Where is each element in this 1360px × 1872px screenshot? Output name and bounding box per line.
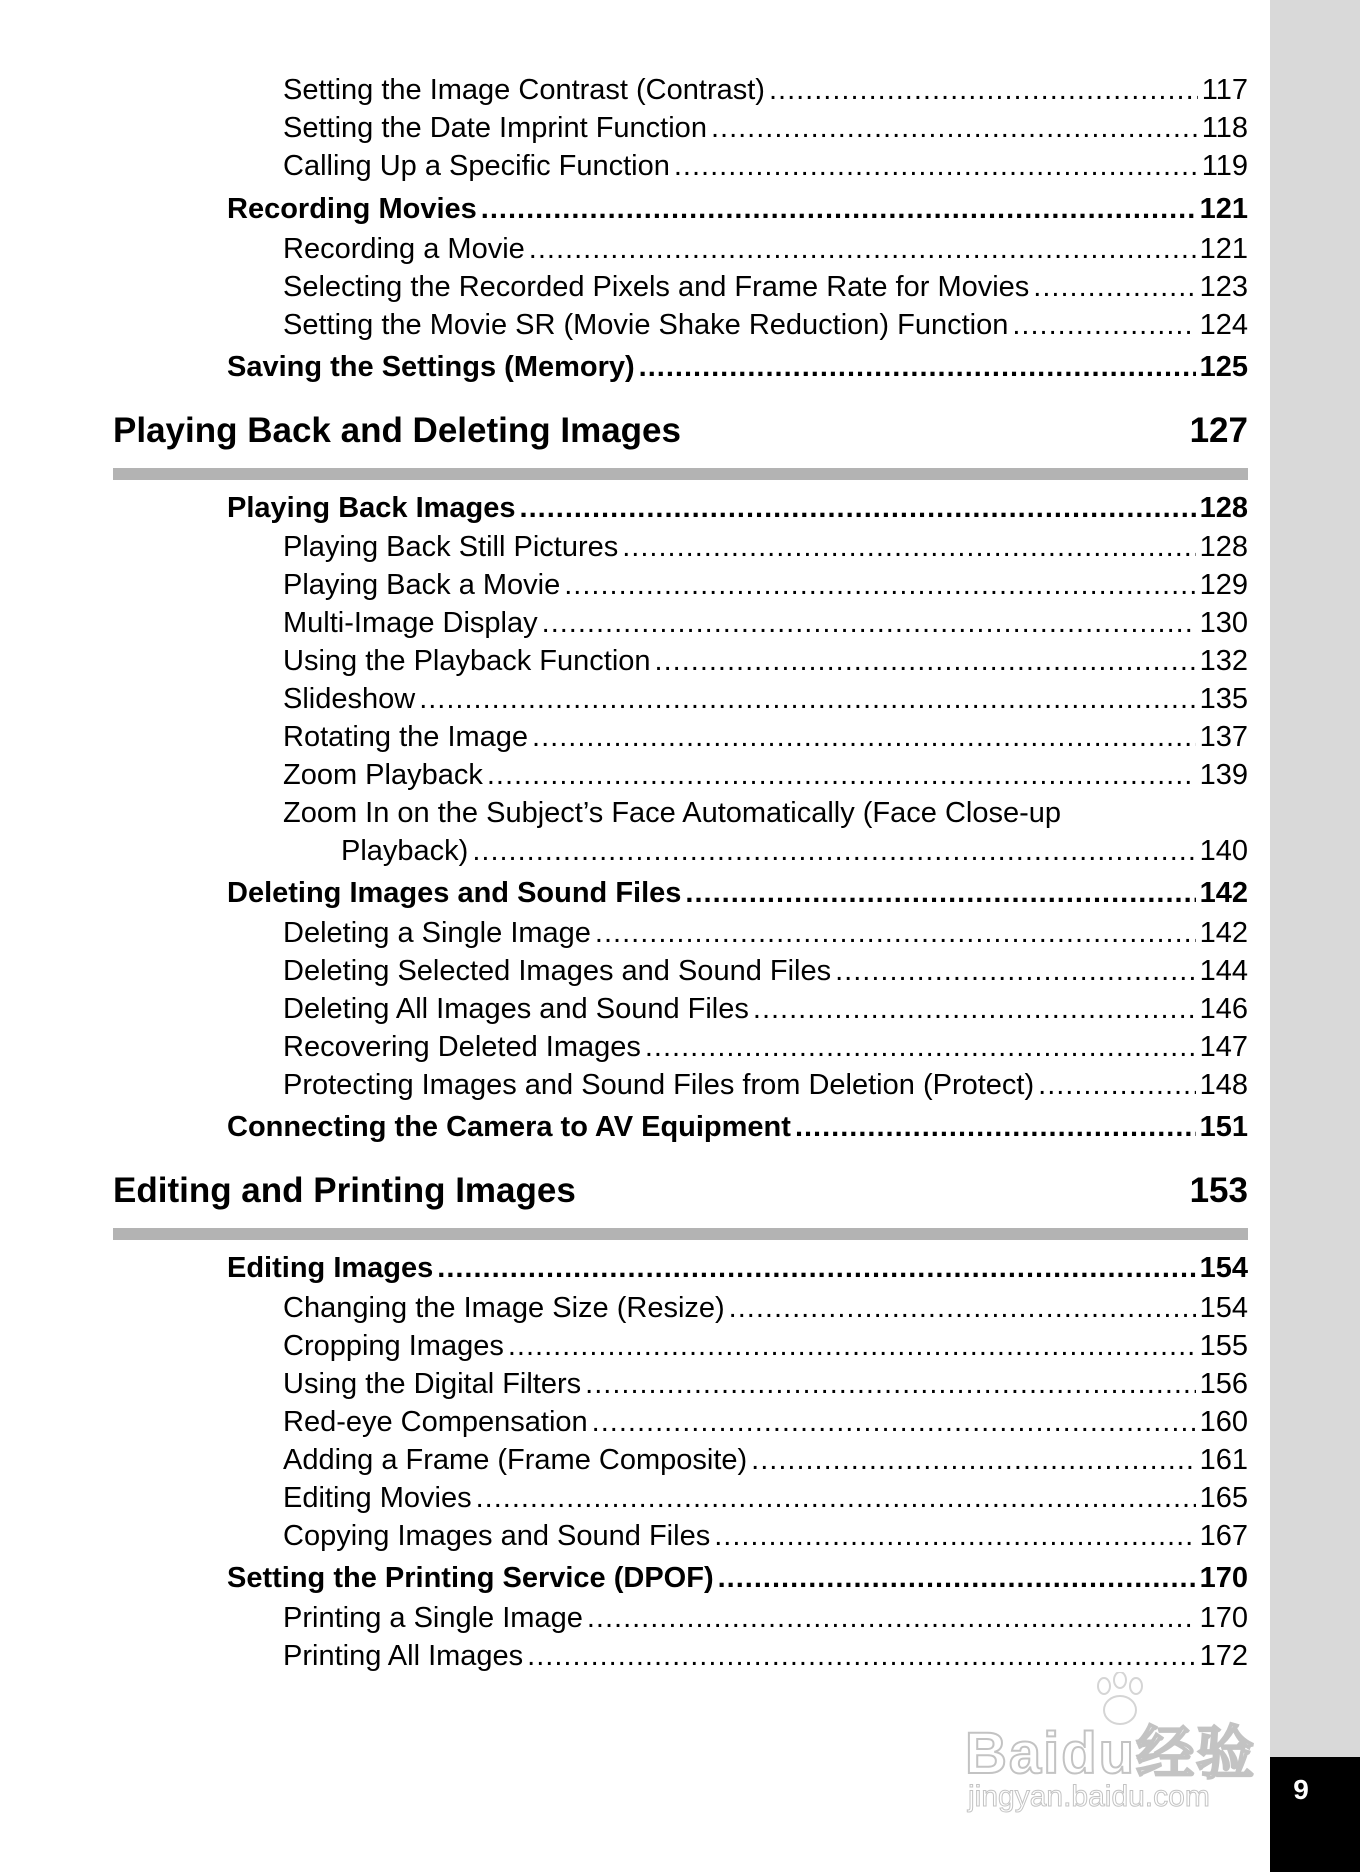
toc-entry[interactable]: Editing Movies ..... 165 [0, 1479, 1248, 1517]
toc-entry[interactable]: Deleting All Images and Sound Files ..... 146 [0, 990, 1248, 1028]
section-page: 153 [1189, 1171, 1248, 1210]
toc-entry[interactable]: Adding a Frame (Frame Composite) ..... 161 [0, 1441, 1248, 1479]
page-edge-tab-strip [1270, 0, 1360, 1872]
toc-entry[interactable]: Copying Images and Sound Files ..... 167 [0, 1517, 1248, 1555]
toc-entry[interactable]: Recovering Deleted Images ..... 147 [0, 1028, 1248, 1066]
toc-heading-entry[interactable]: Deleting Images and Sound Files ..... 142 [0, 874, 1248, 912]
toc-entry[interactable]: Deleting a Single Image ..... 142 [0, 914, 1248, 952]
toc-entry[interactable]: Changing the Image Size (Resize) ..... 154 [0, 1289, 1248, 1327]
toc-entry[interactable]: Slideshow ..... 135 [0, 680, 1248, 718]
toc-entry[interactable]: Zoom Playback ..... 139 [0, 756, 1248, 794]
section-title: Editing and Printing Images [113, 1171, 576, 1210]
toc-entry[interactable]: Printing All Images ..... 172 [0, 1637, 1248, 1675]
toc-entry-wrapped-line[interactable]: Zoom In on the Subject’s Face Automatically (Face Close-up [283, 797, 1062, 829]
page-number: 9 [1293, 1774, 1309, 1805]
section-heading[interactable] [113, 1167, 1248, 1215]
toc-entry[interactable]: Setting the Movie SR (Movie Shake Reduction) Function ..... 124 [0, 306, 1248, 344]
toc-entry[interactable]: Multi-Image Display ..... 130 [0, 604, 1248, 642]
toc-entry[interactable]: Using the Playback Function ..... 132 [0, 642, 1248, 680]
section-title: Playing Back and Deleting Images [113, 411, 681, 450]
watermark-brand: Baidu经验 [965, 1721, 1257, 1786]
toc-entry[interactable]: Calling Up a Specific Function ..... 119 [0, 147, 1248, 185]
toc-entry[interactable]: Playback) ..... 140 [0, 832, 1248, 870]
section-page: 127 [1189, 411, 1248, 450]
toc-heading-entry[interactable]: Playing Back Images ..... 128 [0, 489, 1248, 527]
toc-entry[interactable]: Setting the Date Imprint Function ..... 118 [0, 109, 1248, 147]
toc-entry[interactable]: Playing Back Still Pictures ..... 128 [0, 528, 1248, 566]
toc-heading-entry[interactable]: Saving the Settings (Memory) ..... 125 [0, 348, 1248, 386]
toc-heading-entry[interactable]: Setting the Printing Service (DPOF) ..... 170 [0, 1559, 1248, 1597]
toc-entry[interactable]: Cropping Images ..... 155 [0, 1327, 1248, 1365]
toc-heading-entry[interactable]: Connecting the Camera to AV Equipment ..... 151 [0, 1108, 1248, 1146]
toc-entry[interactable]: Playing Back a Movie ..... 129 [0, 566, 1248, 604]
toc-heading-entry[interactable]: Editing Images ..... 154 [0, 1249, 1248, 1287]
section-heading[interactable] [113, 407, 1248, 455]
toc-entry[interactable]: Deleting Selected Images and Sound Files ..... 144 [0, 952, 1248, 990]
toc-entry[interactable]: Setting the Image Contrast (Contrast) ..... 117 [0, 71, 1248, 109]
toc-entry[interactable]: Selecting the Recorded Pixels and Frame Rate for Movies ..... 123 [0, 268, 1248, 306]
toc-heading-entry[interactable]: Recording Movies ..... 121 [0, 190, 1248, 228]
section-divider [113, 1228, 1248, 1240]
toc-entry[interactable]: Protecting Images and Sound Files from Deletion (Protect) ..... 148 [0, 1066, 1248, 1104]
toc-entry[interactable]: Printing a Single Image ..... 170 [0, 1599, 1248, 1637]
toc-entry[interactable]: Recording a Movie ..... 121 [0, 230, 1248, 268]
section-divider [113, 468, 1248, 480]
toc-entry[interactable]: Using the Digital Filters ..... 156 [0, 1365, 1248, 1403]
toc-entry[interactable]: Rotating the Image ..... 137 [0, 718, 1248, 756]
watermark-url: jingyan.baidu.com [968, 1780, 1210, 1813]
toc-entry[interactable]: Red-eye Compensation ..... 160 [0, 1403, 1248, 1441]
